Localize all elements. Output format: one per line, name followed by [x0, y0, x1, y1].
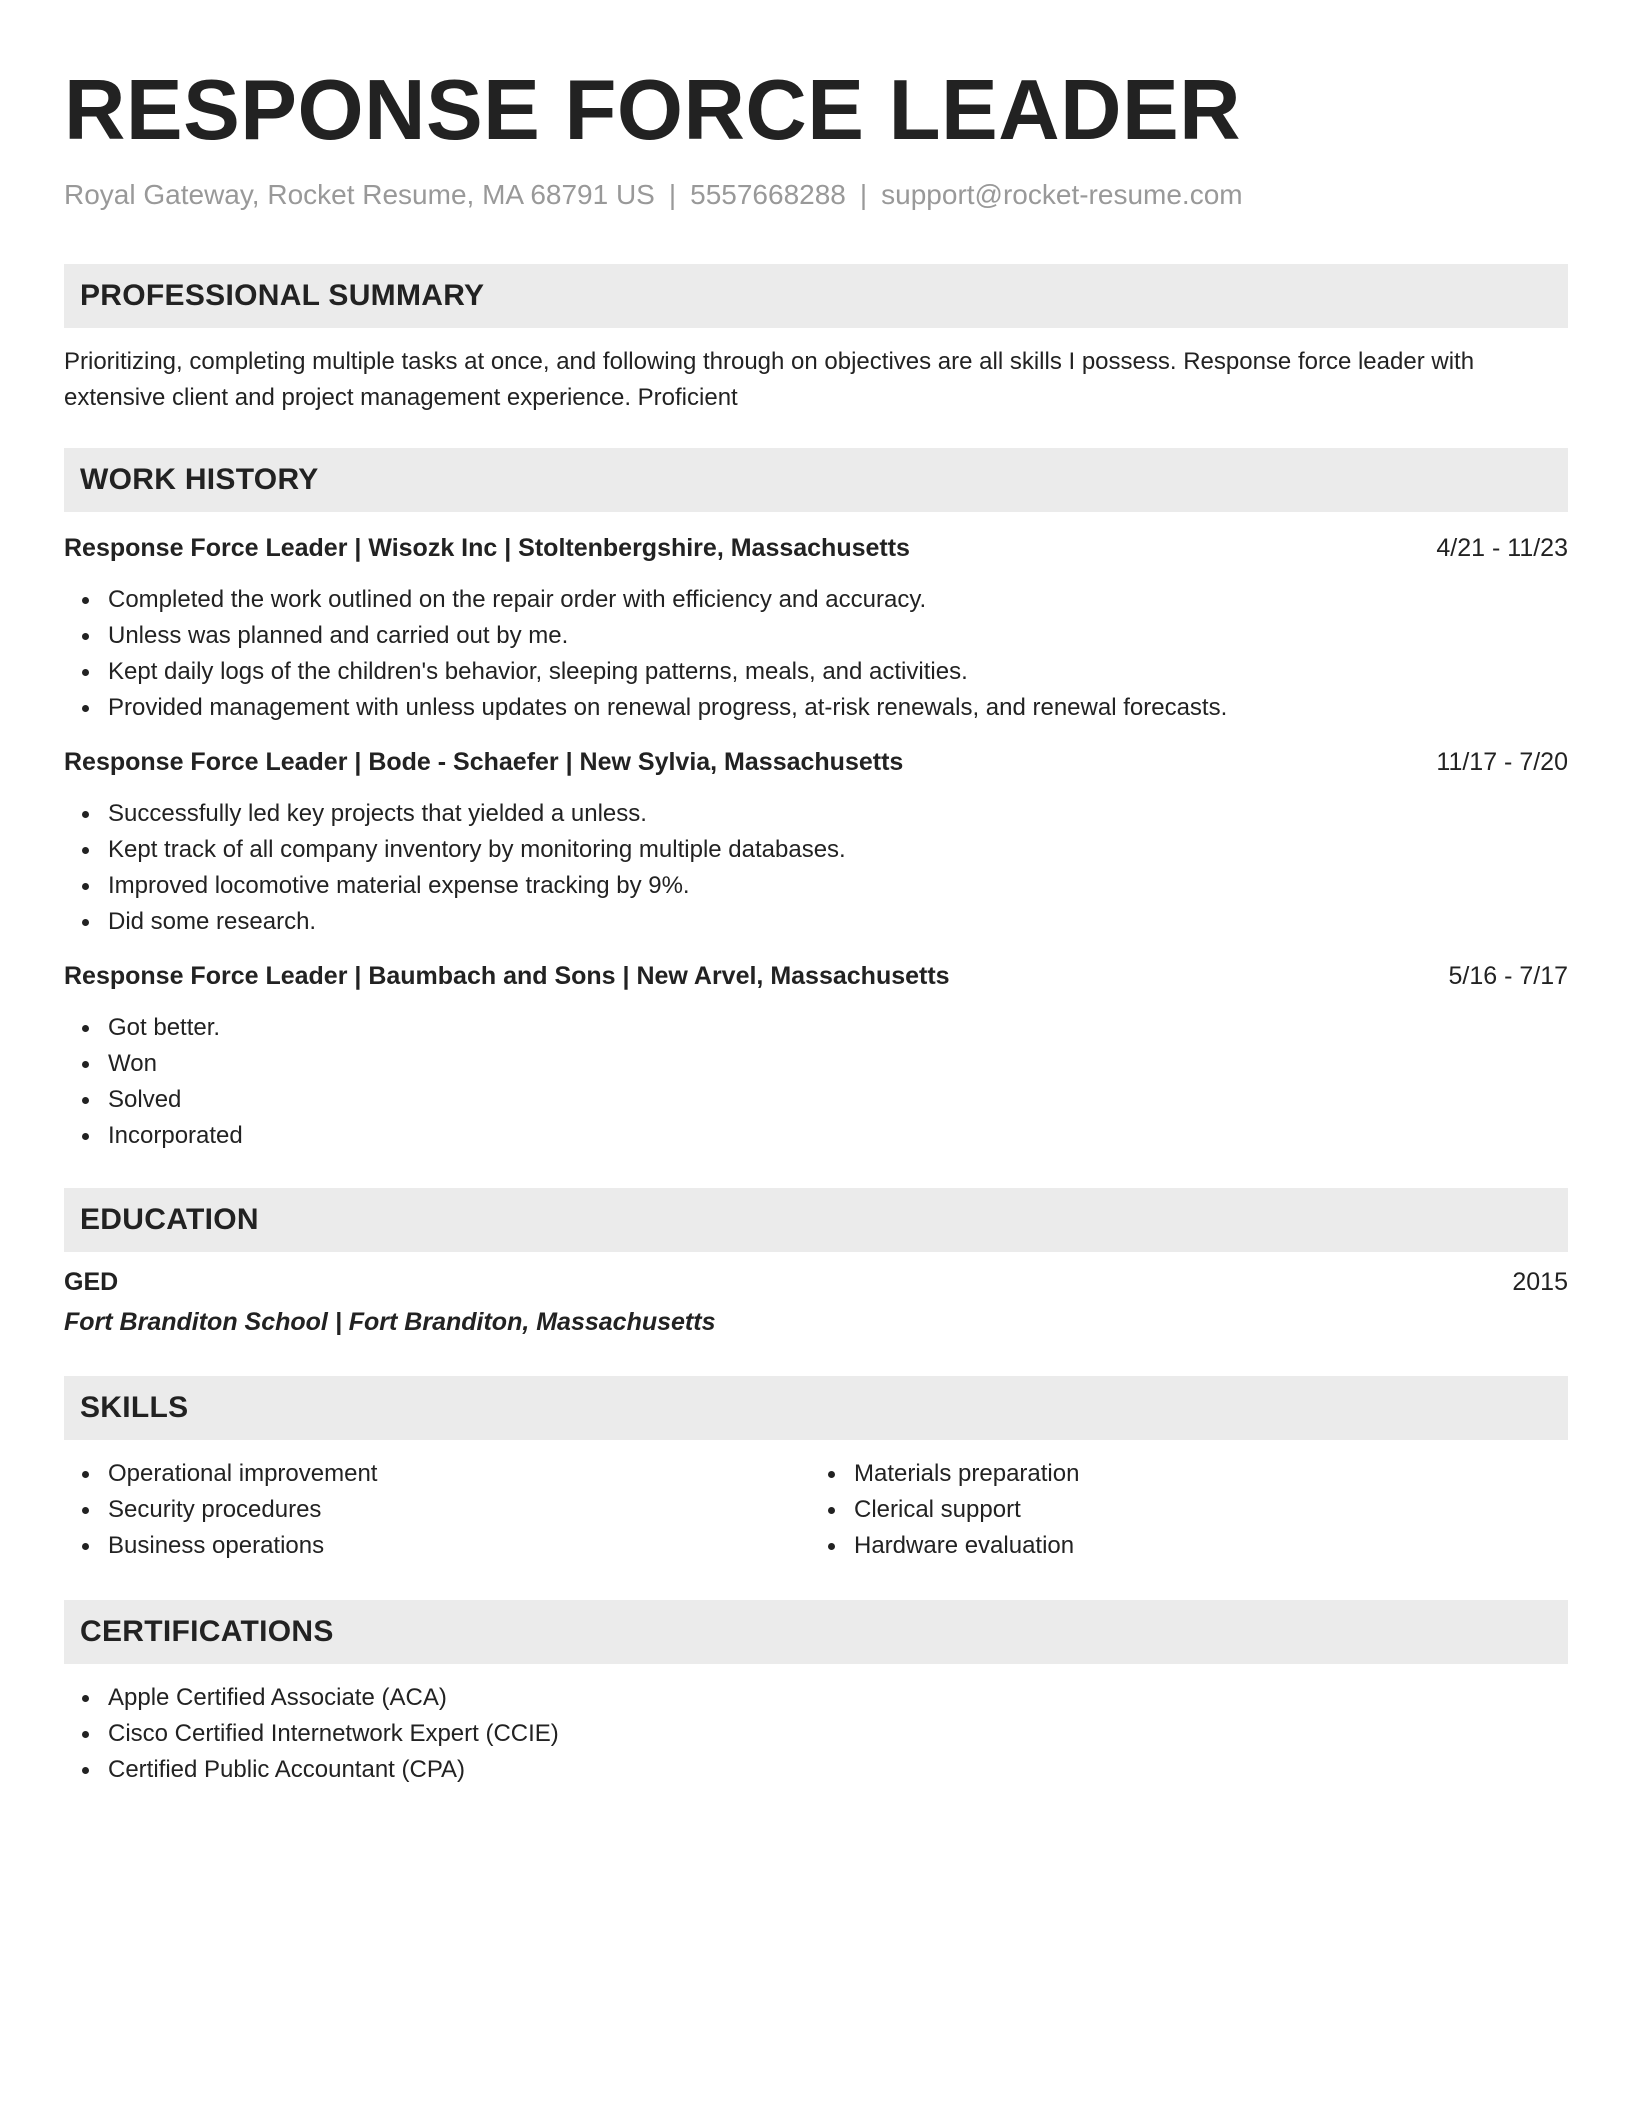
job-bullets	[64, 582, 1568, 726]
skills-column-left	[64, 1456, 816, 1564]
contact-address: Royal Gateway, Rocket Resume, MA 68791 US	[64, 179, 655, 210]
job-bullets	[64, 1010, 1568, 1154]
certification-item: Cisco Certified Internetwork Expert (CCIE)	[108, 1716, 1568, 1752]
education-year: 2015	[1512, 1268, 1568, 1297]
section-title-certifications: CERTIFICATIONS	[64, 1600, 1568, 1664]
job-bullets	[64, 796, 1568, 940]
section-title-summary: PROFESSIONAL SUMMARY	[64, 264, 1568, 328]
job-bullet: Solved	[108, 1082, 1568, 1118]
skill-item: Clerical support	[854, 1492, 1568, 1528]
contact-separator: |	[859, 179, 868, 210]
section-title-skills: SKILLS	[64, 1376, 1568, 1440]
job-bullet: Did some research.	[108, 904, 1568, 940]
job-header	[64, 744, 1568, 780]
contact-phone: 5557668288	[690, 179, 846, 210]
job-header	[64, 530, 1568, 566]
job-bullet: Won	[108, 1046, 1568, 1082]
job-bullet: Incorporated	[108, 1118, 1568, 1154]
section-title-education: EDUCATION	[64, 1188, 1568, 1252]
job-bullet: Completed the work outlined on the repair order with efficiency and accuracy.	[108, 582, 1568, 618]
education-school: Fort Branditon School | Fort Branditon, Massachusetts	[64, 1308, 716, 1337]
skill-item: Security procedures	[108, 1492, 816, 1528]
contact-line	[64, 177, 1568, 213]
skill-item: Operational improvement	[108, 1456, 816, 1492]
job-dates: 5/16 - 7/17	[1448, 962, 1568, 991]
job-header	[64, 958, 1568, 994]
skills-column-right	[816, 1456, 1568, 1564]
job-heading: Response Force Leader | Bode - Schaefer | New Sylvia, Massachusetts	[64, 748, 904, 777]
skill-item: Hardware evaluation	[854, 1528, 1568, 1564]
job-bullet: Successfully led key projects that yielded a unless.	[108, 796, 1568, 832]
education-degree: GED	[64, 1268, 119, 1297]
certification-item: Apple Certified Associate (ACA)	[108, 1680, 1568, 1716]
job-bullet: Got better.	[108, 1010, 1568, 1046]
job-bullet: Kept daily logs of the children's behavior, sleeping patterns, meals, and activities.	[108, 654, 1568, 690]
job-bullet: Kept track of all company inventory by monitoring multiple databases.	[108, 832, 1568, 868]
certification-item: Certified Public Accountant (CPA)	[108, 1752, 1568, 1788]
certifications-list	[64, 1680, 1568, 1788]
job-entry	[64, 744, 1568, 940]
job-bullet: Provided management with unless updates on renewal progress, at-risk renewals, and renewal forecasts.	[108, 690, 1568, 726]
section-title-work-history: WORK HISTORY	[64, 448, 1568, 512]
job-bullet: Improved locomotive material expense tracking by 9%.	[108, 868, 1568, 904]
job-dates: 11/17 - 7/20	[1436, 748, 1568, 777]
candidate-name: RESPONSE FORCE LEADER	[64, 63, 1242, 158]
contact-email[interactable]: support@rocket-resume.com	[881, 179, 1243, 210]
job-dates: 4/21 - 11/23	[1436, 534, 1568, 563]
skill-item: Business operations	[108, 1528, 816, 1564]
contact-separator: |	[668, 179, 677, 210]
job-entry	[64, 958, 1568, 1154]
education-header	[64, 1264, 1568, 1300]
job-heading: Response Force Leader | Baumbach and Sons | New Arvel, Massachusetts	[64, 962, 950, 991]
job-entry	[64, 530, 1568, 726]
summary-text: Prioritizing, completing multiple tasks at once, and following through on objectives are all skills I possess. Response force leader with extensive client and project management experience. Proficient	[64, 348, 1475, 412]
skills-grid	[64, 1456, 1568, 1564]
skill-item: Materials preparation	[854, 1456, 1568, 1492]
job-bullet: Unless was planned and carried out by me.	[108, 618, 1568, 654]
job-heading: Response Force Leader | Wisozk Inc | Stoltenbergshire, Massachusetts	[64, 534, 910, 563]
